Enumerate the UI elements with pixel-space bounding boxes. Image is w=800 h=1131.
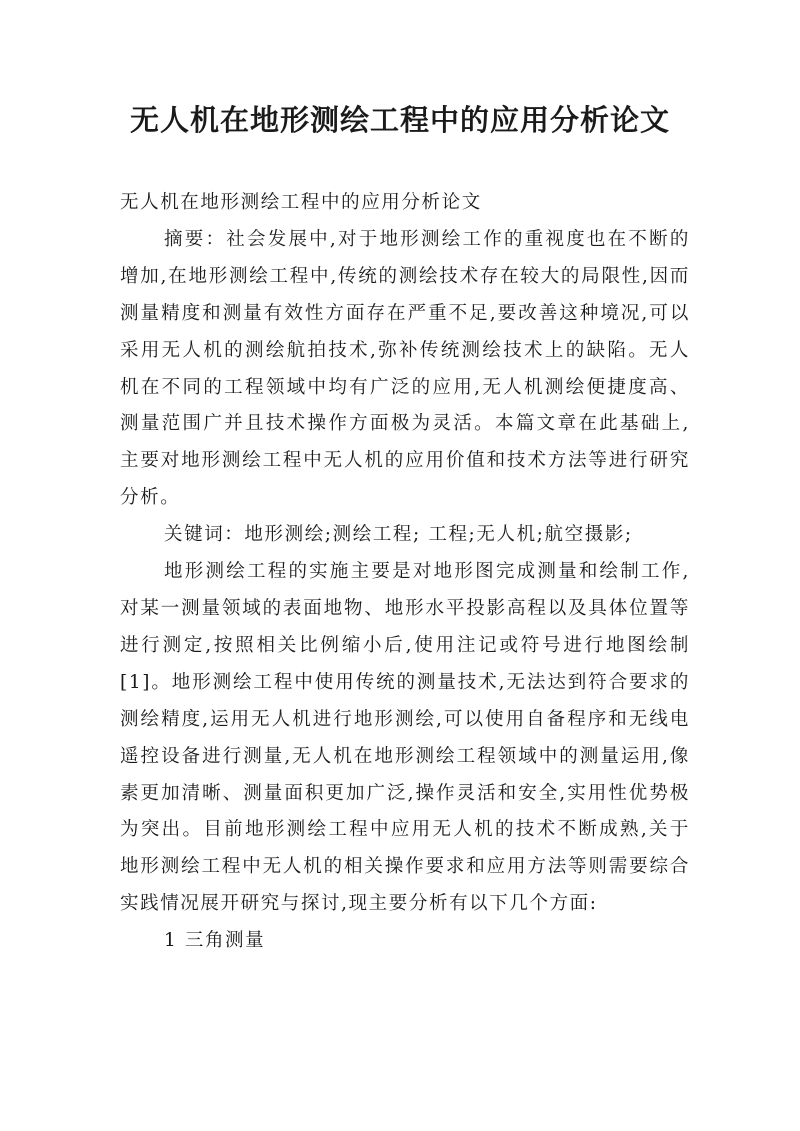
document-title: 无人机在地形测绘工程中的应用分析论文 bbox=[129, 103, 670, 137]
document-body bbox=[120, 185, 690, 960]
document-subtitle: 无人机在地形测绘工程中的应用分析论文 bbox=[120, 192, 482, 213]
intro-paragraph: 地形测绘工程的实施主要是对地形图完成测量和绘制工作,对某一测量领域的表面地物、地形水平投影高程以及具体位置等进行测定,按照相关比例缩小后,使用注记或符号进行地图绘制[1]。地形测绘工程中使用传统的测量技术,无法达到符合要求的测绘精度,运用无人机进行地形测绘,可以使用自备程序和无线电遥控设备进行测量,无人机在地形测绘工程领域中的测量运用,像素更加清晰、测量面积更加广泛,操作灵活和安全,实用性优势极为突出。目前地形测绘工程中应用无人机的技术不断成熟,关于地形测绘工程中无人机的相关操作要求和应用方法等则需要综合实践情况展开研究与探讨,现主要分析有以下几个方面: bbox=[120, 561, 690, 915]
keywords-paragraph: 关键词：地形测绘;测绘工程; 工程;无人机;航空摄影; bbox=[164, 524, 633, 546]
abstract-paragraph: 摘要：社会发展中,对于地形测绘工作的重视度也在不断的增加,在地形测绘工程中,传统的测绘技术存在较大的局限性,因而测量精度和测量有效性方面存在严重不足,要改善这种境况,可以采用无人机的测绘航拍技术,弥补传统测绘技术上的缺陷。无人机在不同的工程领域中均有广泛的应用,无人机测绘便捷度高、测量范围广并且技术操作方面极为灵活。本篇文章在此基础上,主要对地形测绘工程中无人机的应用价值和技术方法等进行研究分析。 bbox=[120, 228, 690, 509]
section-heading: 1 三角测量 bbox=[164, 930, 266, 952]
